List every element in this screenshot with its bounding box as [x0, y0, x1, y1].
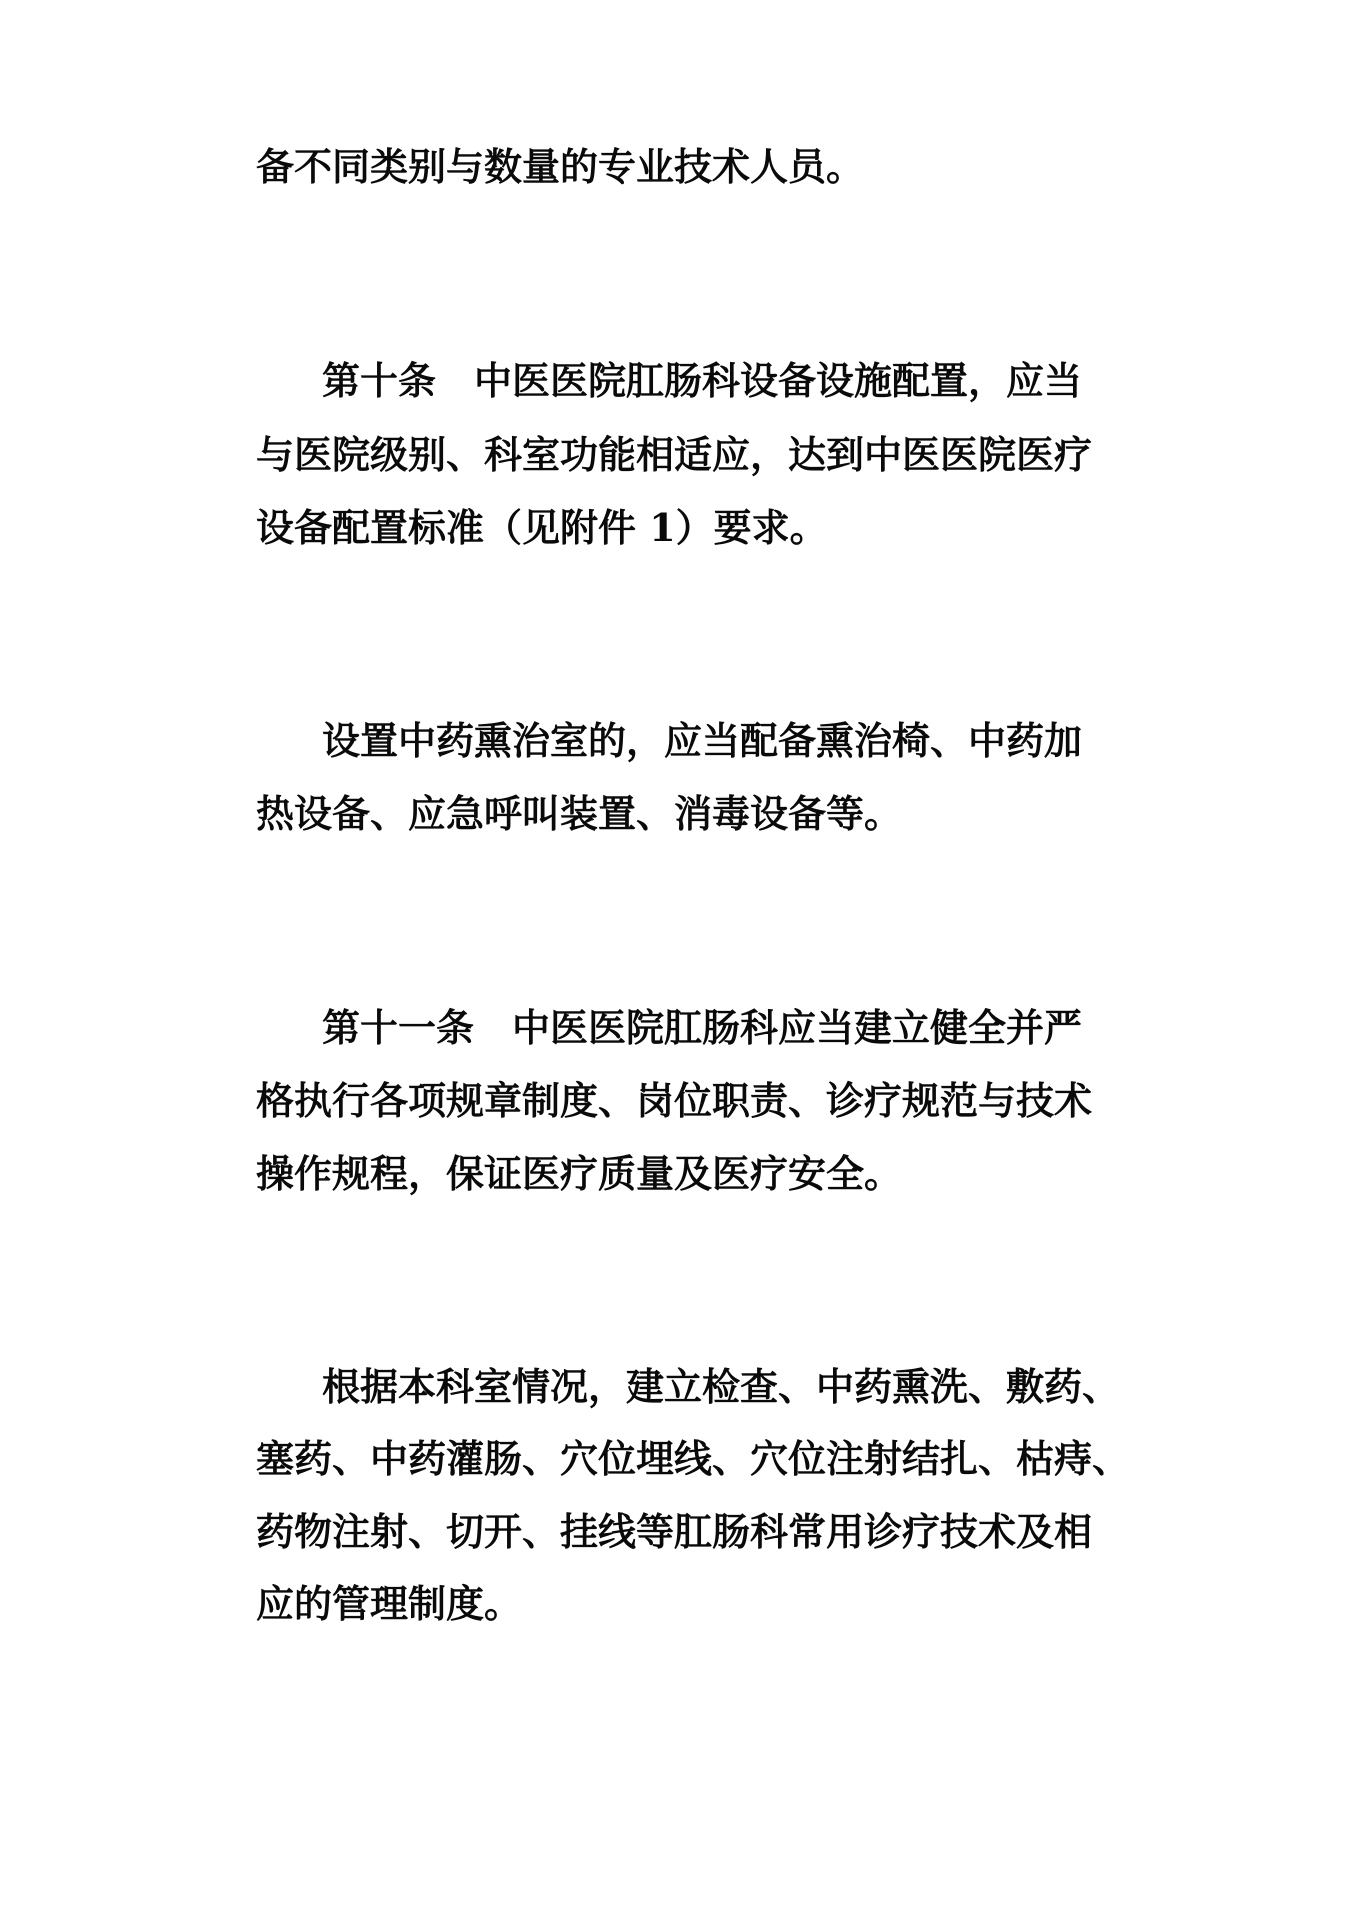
paragraph-line: 操作规程，保证医疗质量及医疗安全。	[256, 1151, 903, 1196]
paragraph-line: 格执行各项规章制度、岗位职责、诊疗规范与技术	[256, 1078, 1093, 1123]
paragraph-line: 应的管理制度。	[256, 1581, 523, 1626]
paragraph-line: 设备配置标准（见附件 1）要求。	[256, 505, 828, 550]
paragraph-line: 根据本科室情况，建立检查、中药熏洗、敷药、	[322, 1364, 1121, 1409]
paragraph-line: 塞药、中药灌肠、穴位埋线、穴位注射结扎、枯痔、	[256, 1436, 1131, 1481]
article-ten-heading-line: 第十条 中医医院肛肠科设备设施配置，应当	[322, 358, 1083, 403]
paragraph-line: 热设备、应急呼叫装置、消毒设备等。	[256, 791, 903, 836]
article-eleven-heading-line: 第十一条 中医医院肛肠科应当建立健全并严	[322, 1005, 1083, 1050]
paragraph-line: 备不同类别与数量的专业技术人员。	[256, 144, 865, 189]
paragraph-line: 设置中药熏治室的，应当配备熏治椅、中药加	[322, 718, 1083, 763]
paragraph-line: 与医院级别、科室功能相适应，达到中医医院医疗	[256, 432, 1093, 477]
paragraph-line: 药物注射、切开、挂线等肛肠科常用诊疗技术及相	[256, 1509, 1093, 1554]
